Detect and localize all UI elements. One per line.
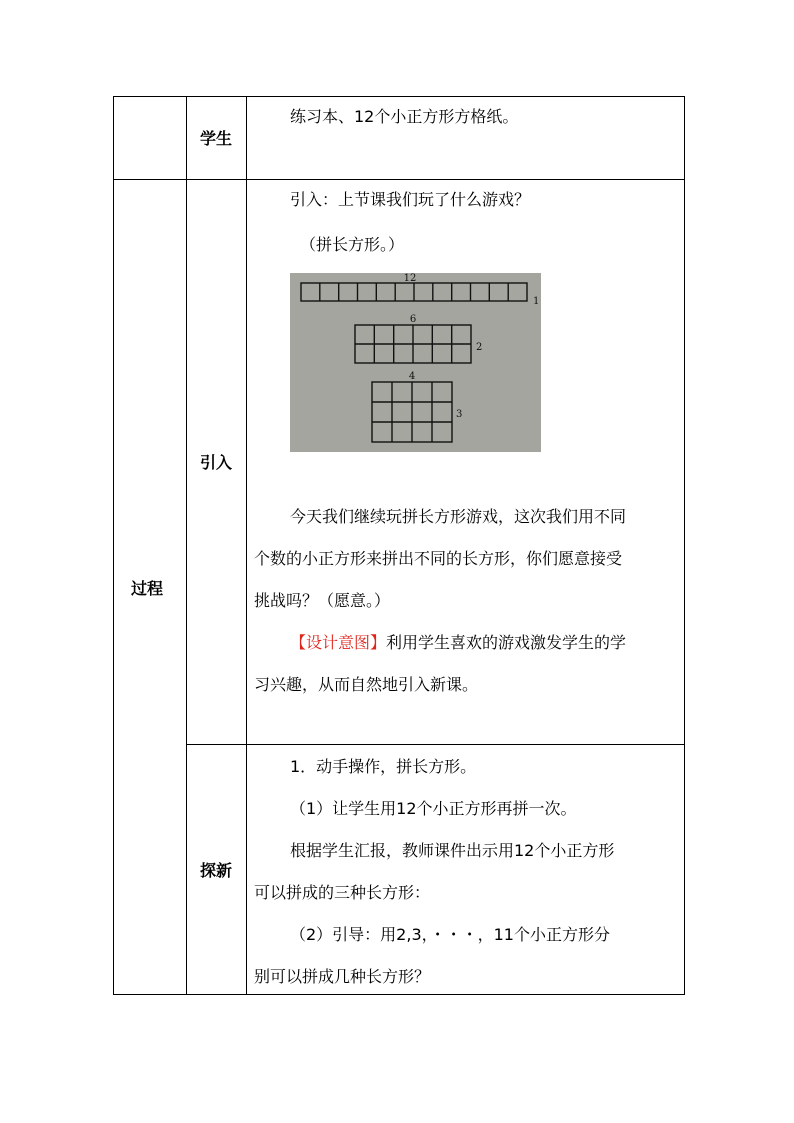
design-intent-tag: 【设计意图】 [290, 633, 387, 652]
explore-line-6: 别可以拼成几种长方形？ [254, 967, 431, 986]
rect3-side-label: 3 [456, 409, 463, 420]
intro-paragraph-line-1: 今天我们继续玩拼长方形游戏，这次我们用不同 [290, 507, 627, 526]
design-intent-line-1 [290, 633, 626, 653]
row-label-students: 学生 [200, 129, 233, 148]
section-label-process: 过程 [131, 579, 164, 598]
explore-line-3: 根据学生汇报，教师课件出示用12个小正方形 [290, 841, 615, 860]
intro-answer: （拼长方形。） [300, 235, 405, 254]
row-divider-1 [113, 179, 685, 180]
rectangle-figure [290, 273, 541, 452]
table-border-bottom [113, 994, 685, 995]
explore-line-1: 1．动手操作，拼长方形。 [290, 757, 477, 776]
col-divider-2 [246, 96, 247, 995]
rect2-top-label: 6 [409, 314, 417, 325]
rect3-top-label: 4 [408, 371, 416, 382]
design-intent-line-2: 习兴趣，从而自然地引入新课。 [254, 675, 479, 694]
intro-question: 引入：上节课我们玩了什么游戏？ [290, 190, 531, 209]
row-label-intro: 引入 [200, 453, 233, 472]
students-materials-text: 练习本、12个小正方形方格纸。 [290, 107, 519, 126]
table-border-left [113, 96, 114, 995]
col-divider-1 [186, 96, 187, 995]
table-border-top [113, 96, 685, 97]
explore-line-4: 可以拼成的三种长方形： [254, 883, 431, 902]
intro-paragraph-line-2: 个数的小正方形来拼出不同的长方形，你们愿意接受 [254, 549, 623, 568]
intro-paragraph-line-3: 挑战吗？（愿意。） [254, 591, 391, 610]
table-border-right [684, 96, 685, 995]
explore-line-2: （1）让学生用12个小正方形再拼一次。 [290, 799, 577, 818]
rect1-top-label: 12 [403, 273, 417, 284]
rect2-side-label: 2 [476, 342, 483, 353]
rect1-side-label: 1 [533, 296, 540, 307]
rectangle-figure-photo [290, 273, 541, 452]
row-divider-2 [186, 744, 685, 745]
design-intent-text: 利用学生喜欢的游戏激发学生的学 [386, 633, 627, 652]
explore-line-5: （2）引导：用2,3，・・・，11个小正方形分 [290, 925, 610, 944]
row-label-explore: 探新 [200, 861, 233, 880]
